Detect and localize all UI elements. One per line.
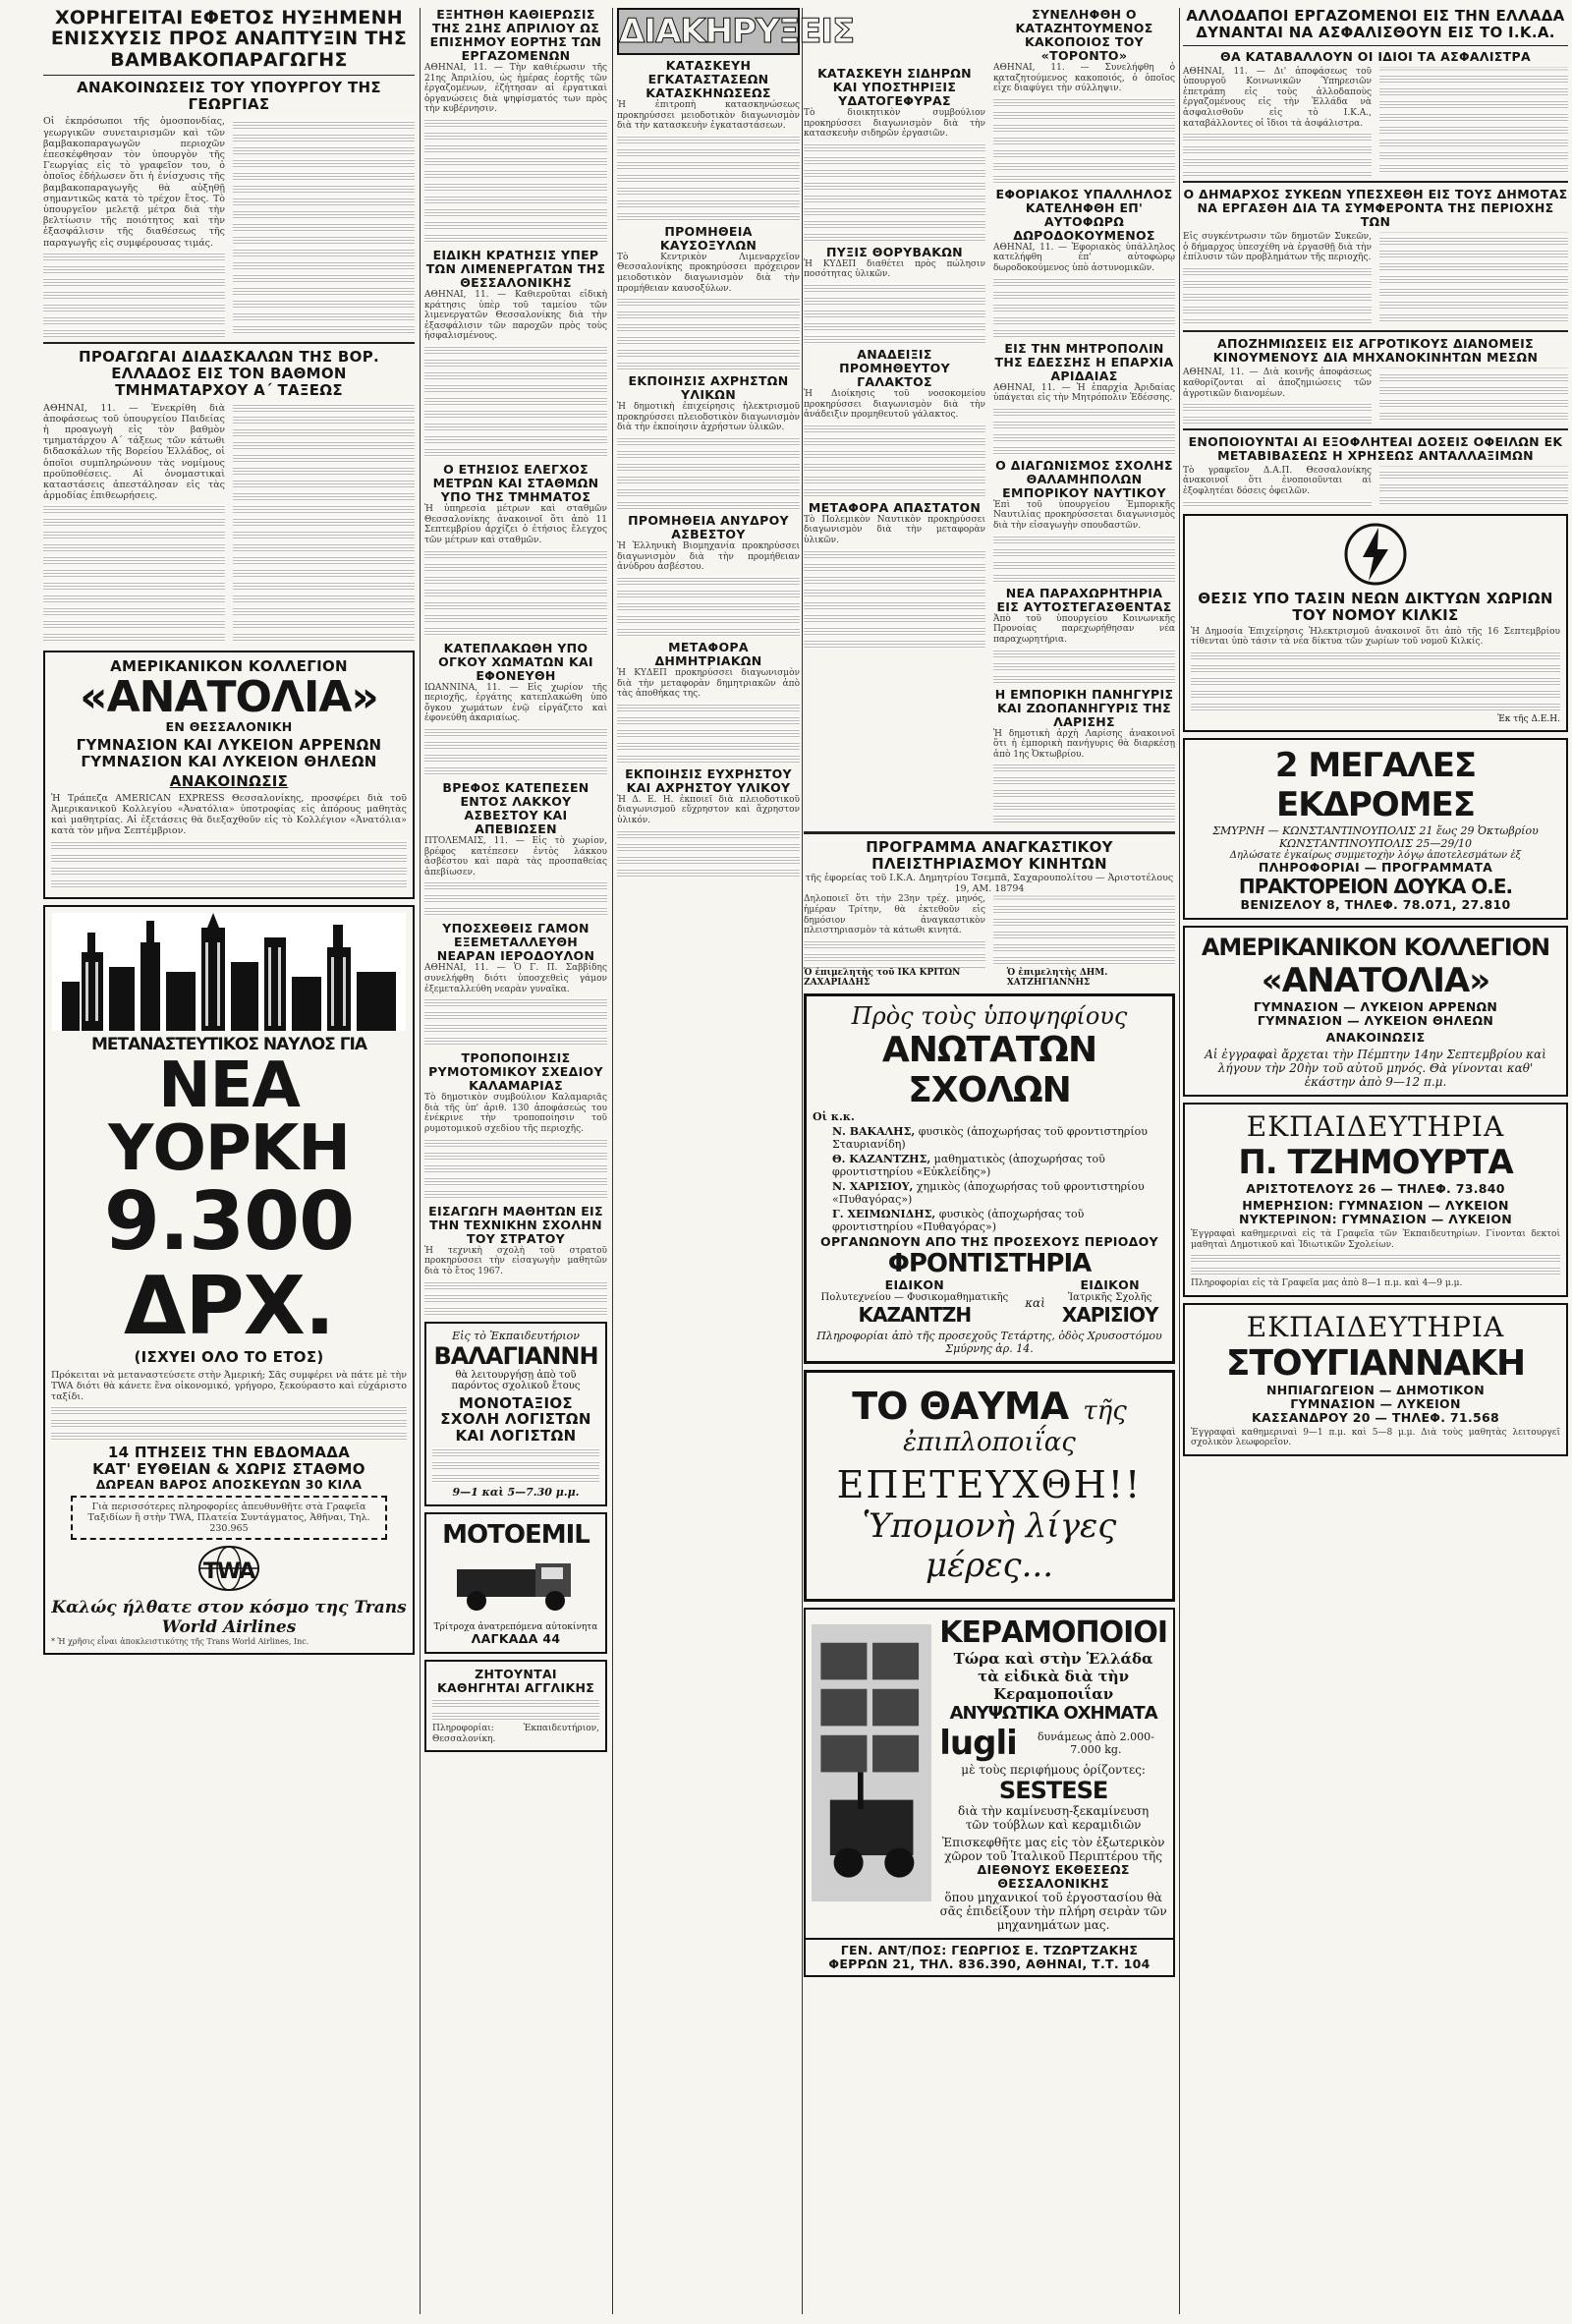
ceramic-machinery-ad (804, 1608, 1175, 1940)
ad-line: ΚΑΤ' ΕΥΘΕΙΑΝ & ΧΩΡΙΣ ΣΤΑΘΜΟ (92, 1460, 365, 1478)
ad-contact: Πληροφορίαι εἰς τὰ Γραφεῖα μας ἀπὸ 8—1 π.μ. καὶ 4—9 μ.μ. (1191, 1278, 1463, 1289)
ad-label: Πολυτεχνείου — Φυσικομαθηματικῆς (820, 1292, 1009, 1304)
brand-name: lugli (939, 1724, 1017, 1764)
ad-body: Ἐγγραφαὶ καθημεριναὶ εἰς τὰ Γραφεῖα τῶν Ἐκπαιδευτηρίων. Γίνονται δεκτοὶ μαθηταὶ Δημοτικοῦ καὶ Ἰδιωτικῶν Σχολείων. (1191, 1229, 1560, 1250)
headline: ΕΙΔΙΚΗ ΚΡΑΤΗΣΙΣ ΥΠΕΡ ΤΩΝ ΛΙΜΕΝΕΡΓΑΤΩΝ ΤΗΣ ΘΕΣΣΑΛΟΝΙΚΗΣ (425, 248, 606, 291)
column-4 (804, 8, 1175, 1977)
ad-line: ΔΙΕΘΝΟΥΣ ΕΚΘΕΣΕΩΣ ΘΕΣΣΑΛΟΝΙΚΗΣ (977, 1862, 1130, 1892)
ad-line: Εἰς τὸ Ἐκπαιδευτήριον (452, 1329, 580, 1342)
column-rule (420, 8, 421, 2314)
ad-conjunction: καὶ (1025, 1295, 1045, 1310)
headline: ΒΡΕΦΟΣ ΚΑΤΕΠΕΣΕΝ ΕΝΤΟΣ ΛΑΚΚΟΥ ΑΣΒΕΣΤΟΥ ΚΑΙ ΑΠΕΒΙΩΣΕΝ (442, 779, 590, 836)
headline: ΠΡΟΑΓΩΓΑΙ ΔΙΔΑΣΚΑΛΩΝ ΤΗΣ ΒΟΡ. ΕΛΛΑΔΟΣ ΕΙΣ ΤΟΝ ΒΑΘΜΟΝ ΤΜΗΜΑΤΑΡΧΟΥ Α΄ ΤΑΞΕΩΣ (78, 348, 380, 399)
ad-line: ΔΩΡΕΑΝ ΒΑΡΟΣ ΑΠΟΣΚΕΥΩΝ 30 ΚΙΛΑ (95, 1476, 363, 1492)
ad-label: ΕΙΔΙΚΟΝ (1080, 1277, 1140, 1293)
ad-slogan: Καλώς ήλθατε στον κόσμο της Trans World Airlines (51, 1598, 407, 1638)
ad-heading: ΕΚΠΑΙΔΕΥΤΗΡΙΑ (1246, 1110, 1505, 1143)
signature: Ὁ ἐπιμελητὴς τοῦ ΙΚΑ ΚΡΙΤΩΝ ΖΑΧΑΡΙΑΔΗΣ (804, 968, 961, 989)
ad-line: ΝΥΚΤΕΡΙΝΟΝ: ΓΥΜΝΑΣΙΟΝ — ΛΥΚΕΙΟΝ (1238, 1212, 1513, 1226)
headline: ΥΠΟΣΧΕΘΕΙΣ ΓΑΜΟΝ ΕΞΕΜΕΤΑΛΛΕΥΘΗ ΝΕΑΡΑΝ ΙΕΡΟΔΟΥΛΟΝ (436, 921, 595, 964)
ad-body: Ἡ Τράπεζα AMERICAN EXPRESS Θεσσαλονίκης, προσφέρει διὰ τοῦ Ἀμερικανικοῦ Κολλεγίου «Ἀνατόλια» ὑποτροφίας εἰς ἀπόρους μαθητὰς καὶ μαθητρίας. Αἱ ἐξετάσεις θὰ διεξαχθοῦν εἰς τὸ Κολλέγιον «Ἀνατόλια» κατὰ τὸν μῆνα Σεπτέμβριον. (51, 792, 407, 837)
headline: ΕΝΟΠΟΙΟΥΝΤΑΙ ΑΙ ΕΞΟΦΛΗΤΕΑΙ ΔΟΣΕΙΣ ΟΦΕΙΛΩΝ ΕΚ ΜΕΤΑΒΙΒΑΣΕΩΣ Η ΧΡΗΣΕΩΣ ΑΝΤΑΛΛΑΞΙΜΩΝ (1188, 433, 1563, 463)
headline: ΕΞΗΤΗΘΗ ΚΑΘΙΕΡΩΣΙΣ ΤΗΣ 21ΗΣ ΑΠΡΙΛΙΟΥ ΩΣ ΕΠΙΣΗΜΟΥ ΕΟΡΤΗΣ ΤΩΝ ΕΡΓΑΖΟΜΕΝΩΝ (429, 7, 602, 63)
ad-line: ΝΗΠΙΑΓΩΓΕΙΟΝ — ΔΗΜΟΤΙΚΟΝ (1265, 1382, 1486, 1397)
ad-line: ΓΥΜΝΑΣΙΟΝ ΚΑΙ ΛΥΚΕΙΟΝ ΘΗΛΕΩΝ (81, 753, 377, 771)
news-subcolumn (993, 8, 1175, 826)
article-text: Ἐπὶ τοῦ ὑπουργείου Ἐμπορικῆς Ναυτιλίας προκηρύσσεται διαγωνισμὸς διὰ τὴν εἰσαγωγὴν σπουδαστῶν. (993, 499, 1175, 532)
anatolia-college-ad (43, 651, 415, 898)
article-text: ΑΘΗΝΑΙ, 11. — Δι' ἀποφάσεως τοῦ ὑπουργοῦ Κοινωνικῶν Ὑπηρεσιῶν ἐπετράπη εἰς τοὺς ἀλλοδαποὺς ἐργαζομένους εἰς τὴν Ἑλλάδα νὰ ἀσφαλισθοῦν εἰς τὸ Ι.Κ.Α., καταβάλλοντες οἱ ἴδιοι τὰ ἀσφάλιστρα. (1183, 66, 1372, 129)
school-name: Π. ΤΖΗΜΟΥΡΤΑ (1238, 1143, 1513, 1182)
article-text: ΑΘΗΝΑΙ, 11. — Ὁ Γ. Π. Σαββίδης συνελήφθη διότι ὑποσχεθεὶς γάμον ἐξεμεταλλεύθη νεαρὰν γυναῖκα. (424, 963, 607, 994)
ad-line: ΗΜΕΡΗΣΙΟΝ: ΓΥΜΝΑΣΙΟΝ — ΛΥΚΕΙΟΝ (1242, 1198, 1509, 1213)
forklift-photo (812, 1615, 931, 1910)
notice-heading: ΠΡΟΜΗΘΕΙΑ ΚΑΥΣΟΞΥΛΩΝ (659, 223, 758, 253)
headline: ΑΛΛΟΔΑΠΟΙ ΕΡΓΑΖΟΜΕΝΟΙ ΕΙΣ ΤΗΝ ΕΛΛΑΔΑ ΔΥΝΑΝΤΑΙ ΝΑ ΑΣΦΑΛΙΣΘΟΥΝ ΕΙΣ ΤΟ Ι.Κ.Α. (1186, 7, 1565, 41)
article-text: ΙΩΑΝΝΙΝΑ, 11. — Εἰς χωρίον τῆς περιοχῆς, ἐργάτης κατεπλακώθη ὑπὸ ὄγκου χωμάτων ἐνῷ εἰργάζετο καὶ ἐφονεύθη ἀκαριαίως. (424, 682, 607, 724)
notice-text: Ἡ Ἑλληνικὴ Βιομηχανία προκηρύσσει διαγωνισμὸν διὰ τὴν προμήθειαν ἀνύδρου ἀσβέστου. (617, 541, 800, 573)
notice-text: Δηλοποιεῖ ὅτι τὴν 23ην τρέχ. μηνός, ἡμέραν Τρίτην, θὰ ἐκτεθοῦν εἰς δημόσιον ἀναγκαστικὸν πλειστηριασμὸν τὰ κάτωθι κινητά. (804, 894, 985, 936)
teacher-name: Θ. ΚΑΖΑΝΤΖΗΣ, (832, 1153, 931, 1166)
school-name: ΣΤΟΥΓΙΑΝΝΑΚΗ (1225, 1342, 1526, 1384)
ad-heading: 2 ΜΕΓΑΛΕΣ ΕΚΔΡΟΜΕΣ (1274, 746, 1477, 824)
teacher-name: Γ. ΧΕΙΜΩΝΙΔΗΣ, (832, 1208, 936, 1221)
destination: ΝΕΑ ΥΟΡΚΗ (108, 1049, 350, 1185)
notice-heading: ΠΡΟΓΡΑΜΜΑ ΑΝΑΓΚΑΣΤΙΚΟΥ ΠΛΕΙΣΤΗΡΙΑΣΜΟΥ ΚΙΝΗΤΩΝ (866, 838, 1113, 874)
tzimourta-school-ad (1183, 1103, 1568, 1297)
fare-validity: (ΙΣΧΥΕΙ ΟΛΟ ΤΟ ΕΤΟΣ) (134, 1347, 324, 1366)
notice-text: Ἡ Δ. Ε. Η. ἐκποιεῖ διὰ πλειοδοτικοῦ διαγωνισμοῦ εὔχρηστον καὶ ἄχρηστον ὑλικόν. (617, 794, 800, 825)
headline: Ο ΔΙΑΓΩΝΙΣΜΟΣ ΣΧΟΛΗΣ ΘΑΛΑΜΗΠΟΛΩΝ ΕΜΠΟΡΙΚΟΥ ΝΑΥΤΙΚΟΥ (995, 457, 1173, 500)
stougianaki-school-ad (1183, 1303, 1568, 1456)
ad-line: τῶν τούβλων καὶ κεραμιδιῶν (965, 1818, 1142, 1833)
ad-contact: Πληροφορίαι ἀπὸ τῆς προσεχοῦς Τετάρτης, ὁδὸς Χρυσοστόμου Σμύρνης ἀρ. 14. (816, 1330, 1162, 1356)
deh-ad (1183, 514, 1568, 732)
ad-body: Ἡ Δημοσία Ἐπιχείρησις Ἠλεκτρισμοῦ ἀνακοινοῖ ὅτι ἀπὸ τῆς 16 Σεπτεμβρίου τίθενται ὑπὸ τάσιν τὰ νέα δίκτυα τῶν χωρίων τοῦ νομοῦ Κιλκίς. (1191, 626, 1560, 648)
article-text: ΑΘΗΝΑΙ, 11. — Ἡ ἐπαρχία Ἀριδαίας ὑπάγεται εἰς τὴν Μητρόπολιν Ἐδέσσης. (993, 382, 1175, 404)
ad-line: δυνάμεως ἀπὸ 2.000-7.000 kg. (1037, 1730, 1154, 1757)
ad-line: ΑΝΥΨΩΤΙΚΑ ΟΧΗΜΑΤΑ (949, 1703, 1157, 1725)
school-name: ΚΑΖΑΝΤΖΗ (858, 1303, 972, 1328)
ad-line: τὰ εἰδικὰ διὰ τὴν Κεραμοποιΐαν (978, 1668, 1130, 1704)
headline: ΑΠΟΖΗΜΙΩΣΕΙΣ ΕΙΣ ΑΓΡΟΤΙΚΟΥΣ ΔΙΑΝΟΜΕΙΣ ΚΙΝΟΥΜΕΝΟΥΣ ΔΙΑ ΜΗΧΑΝΟΚΙΝΗΤΩΝ ΜΕΣΩΝ (1212, 336, 1539, 366)
notice-heading: ΠΥΞΙΣ ΘΟΡΥΒΑΚΩΝ (826, 244, 963, 259)
ad-contact: ΦΕΡΡΩΝ 21, ΤΗΛ. 836.390, ΑΘΗΝΑΙ, Τ.Τ. 104 (828, 1956, 1151, 1972)
ad-heading: ΑΝΩΤΑΤΩΝ ΣΧΟΛΩΝ (881, 1030, 1097, 1111)
column-rule (612, 8, 613, 2314)
fare-price: 9.300 ΔΡΧ. (103, 1174, 355, 1353)
article-text: Οἱ ἐκπρόσωποι τῆς ὁμοσπονδίας, γεωργικῶν συνεταιρισμῶν καὶ τῶν βαμβακοπαραγωγῶν περιοχῶν ἐπεσκέφθησαν τὸν ὑπουργὸν τῆς Γεωργίας εἰς τὸ γραφεῖον του, ὁ ὁποῖος ἐδήλωσεν ὅτι ἡ ἐνίσχυσις τῆς βαμβακοπαραγωγῆς θὰ αὐξηθῇ σημαντικῶς κατὰ τὸ τρέχον ἔτος. Τὸ ὑπουργεῖον μελετᾷ μέτρα διὰ τὴν βελτίωσιν τῆς ποιότητος καὶ τὴν ἐξασφάλισιν τῆς διαθέσεως τῆς παραγωγῆς εἰς συμφέρουσας τιμάς. (43, 116, 225, 249)
notice-heading: ΠΡΟΜΗΘΕΙΑ ΑΝΥΔΡΟΥ ΑΣΒΕΣΤΟΥ (628, 513, 789, 542)
article-text: Ἡ ὑπηρεσία μέτρων καὶ σταθμῶν Θεσσαλονίκης ἀνακοινοῖ ὅτι ἀπὸ 11 Σεπτεμβρίου ἀρχίζει ὁ ἐτήσιος ἔλεγχος τῶν μέτρων καὶ σταθμῶν. (424, 504, 607, 545)
teacher-desc: μαθηματικὸς (ἀποχωρήσας τοῦ φροντιστηρίου «Εὐκλείδης») (832, 1153, 1105, 1179)
anatolia-college-ad-2 (1183, 926, 1568, 1097)
notice-heading: ΜΕΤΑΦΟΡΑ ΔΗΜΗΤΡΙΑΚΩΝ (654, 639, 762, 668)
article-text: Ἀπὸ τοῦ ὑπουργείου Κοινωνικῆς Προνοίας παρεχωρήθησαν νέα παραχωρητήρια. (993, 613, 1175, 645)
teacher-name: Ν. ΒΑΚΑΛΗΣ, (832, 1125, 916, 1139)
article-text: ΑΘΗΝΑΙ, 11. — Διὰ κοινῆς ἀποφάσεως καθορίζονται αἱ ἀποζημιώσεις τῶν ἀγροτικῶν διανομέων. (1183, 368, 1372, 399)
ad-line: διὰ τὴν καμίνευση-ξεκαμίνευση (957, 1804, 1150, 1819)
ad-city: ΕΝ ΘΕΣΣΑΛΟΝΙΚΗ (165, 719, 293, 735)
ad-heading: ΑΜΕΡΙΚΑΝΙΚΟΝ ΚΟΛΛΕΓΙΟΝ (110, 657, 348, 676)
ad-heading: ΚΕΡΑΜΟΠΟΙΟΙ (939, 1615, 1167, 1651)
ad-line: θὰ λειτουργήσῃ ἀπὸ τοῦ παρόντος σχολικοῦ ἔτους (451, 1369, 581, 1391)
deh-logo-icon (1343, 522, 1408, 587)
twa-ad (43, 905, 415, 1655)
article-text: ΑΘΗΝΑΙ, 11. — Ἐφοριακὸς ὑπάλληλος κατελήφθη ἐπ' αὐτοφώρῳ δωροδοκούμενος ὑπὸ ἀστυνομικῶν. (993, 242, 1175, 274)
ad-line: ΟΡΓΑΝΩΝΟΥΝ ΑΠΟ ΤΗΣ ΠΡΟΣΕΧΟΥΣ ΠΕΡΙΟΔΟΥ (820, 1234, 1158, 1250)
headline: ΝΕΑ ΠΑΡΑΧΩΡΗΤΗΡΙΑ ΕΙΣ ΑΥΤΟΣΤΕΓΑΣΘΕΝΤΑΣ (996, 585, 1172, 614)
ad-line: Πρὸς τοὺς ὑποψηφίους (851, 1002, 1128, 1031)
truck-icon (437, 1550, 594, 1618)
notice-heading: ΕΚΠΟΙΗΣΙΣ ΑΧΡΗΣΤΩΝ ΥΛΙΚΩΝ (628, 373, 789, 403)
signature: Ἐκ τῆς Δ.Ε.Η. (1497, 714, 1560, 724)
column-1 (43, 8, 415, 1655)
article-text: ΑΘΗΝΑΙ, 11. — Ἐνεκρίθη διὰ ἀποφάσεως τοῦ ὑπουργείου Παιδείας ἡ προαγωγὴ εἰς τὸν βαθμὸν τμηματάρχου Α΄ τάξεως τῶν κάτωθι διδασκάλων τῆς Βορείου Ἑλλάδος, οἱ ὁποῖοι συμπληρώνουν τὰς νομίμους προϋποθέσεις. Αἱ ὀνομαστικαὶ καταστάσεις ἀπεστάλησαν εἰς τὰς ἁρμοδίας ἐπιθεωρήσεις. (43, 402, 225, 502)
notice-heading: ΜΕΤΑΦΟΡΑ ΑΠΑΣΤΑΤΟΝ (808, 499, 982, 515)
ad-body: Πρόκειται νὰ μεταναστεύσετε στὴν Ἀμερική; Σᾶς συμφέρει νὰ πάτε μὲ τὴν TWA διότι θὰ κάνετε ἕνα οἰκονομικό, γρήγορο, ξεκούραστο καὶ εὐχάριστο ταξίδι. (51, 1369, 407, 1402)
college-name: «ΑΝΑΤΟΛΙΑ» (80, 672, 378, 723)
ad-body: Αἱ ἐγγραφαὶ ἄρχεται τὴν Πέμπτην 14ην Σεπτεμβρίου καὶ λήγουν τὴν 20ὴν τοῦ αὐτοῦ μηνός. Θὰ γίνονται καθ' ἑκάστην ἀπὸ 9—12 π.μ. (1205, 1048, 1546, 1089)
ad-address: ΛΑΓΚΑΔΑ 44 (471, 1630, 561, 1646)
article-text: ΑΘΗΝΑΙ, 11. — Τὴν καθιέρωσιν τῆς 21ης Ἀπριλίου, ὡς ἡμέρας ἑορτῆς τῶν ἐργαζομένων, ἐζήτησαν αἱ ἐργατικαὶ ὀργανώσεις διὰ ψηφίσματός των πρὸς τὴν κυβέρνησιν. (424, 63, 607, 115)
ad-line: Τώρα καὶ στὴν Ἑλλάδα (953, 1650, 1153, 1669)
article-text: Τὸ δημοτικὸν συμβούλιον Καλαμαριᾶς διὰ τῆς ὑπ' ἀριθ. 130 ἀποφάσεώς του ἐνέκρινε τὴν τροποποίησιν τοῦ ρυμοτομικοῦ σχεδίου τῆς περιοχῆς. (424, 1093, 607, 1135)
ad-line: Ἐπισκεφθῆτε μας εἰς τὸν ἐξωτερικὸν χῶρον τοῦ Ἰταλικοῦ Περιπτέρου τῆς (941, 1836, 1165, 1864)
article-text: Εἰς συγκέντρωσιν τῶν δημοτῶν Συκεῶν, ὁ δήμαρχος ὑπεσχέθη νὰ ἐργασθῇ διὰ τὴν ἐπίλυσιν τῶν προβλημάτων τῆς περιοχῆς. (1183, 231, 1372, 263)
ad-label: Ἰατρικῆς Σχολῆς (1067, 1292, 1152, 1304)
ad-heading: ΕΠΕΤΕΥΧΘΗ!! (836, 1463, 1143, 1507)
notice-heading: ΚΑΤΑΣΚΕΥΗ ΣΙΔΗΡΩΝ ΚΑΙ ΥΠΟΣΤΗΡΙΞΙΣ ΥΔΑΤΟΓΕΦΥΡΑΣ (817, 66, 972, 108)
teacher-desc: φυσικὸς (ἀποχωρήσας τοῦ φροντιστηρίου Σταυριανίδη) (832, 1125, 1148, 1152)
ad-body: Πληροφορίαι: Ἐκπαιδευτήριον, Θεσσαλονίκη. (432, 1723, 599, 1744)
column-rule (1179, 8, 1180, 2314)
university-prep-ad (804, 993, 1175, 1364)
notice-text: Τὸ Κεντρικὸν Λιμεναρχεῖον Θεσσαλονίκης προκηρύσσει πρόχειρον μειοδοτικὸν διαγωνισμὸν διὰ τὴν προμήθειαν καυσοξύλων. (617, 252, 800, 294)
headline: ΚΑΤΕΠΛΑΚΩΘΗ ΥΠΟ ΟΓΚΟΥ ΧΩΜΑΤΩΝ ΚΑΙ ΕΦΟΝΕΥΘΗ (438, 640, 593, 683)
notice-subtitle: τῆς ἐφορείας τοῦ Ι.Κ.Α. Δημητρίου Τσεμπᾶ, Σαχαρουπολίτου — Ἀριστοτέλους 19, ΑΜ. 18794 (805, 872, 1174, 895)
notice-heading: ΚΑΤΑΣΚΕΥΗ ΕΓΚΑΤΑΣΤΑΣΕΩΝ ΚΑΤΑΣΚΗΝΩΣΕΩΣ (646, 58, 771, 100)
ad-line: Οἱ κ.κ. (813, 1110, 855, 1124)
ad-heading: ΖΗΤΟΥΝΤΑΙ ΚΑΘΗΓΗΤΑΙ ΑΓΓΛΙΚΗΣ (436, 1666, 595, 1695)
excursions-ad (1183, 738, 1568, 920)
article-text: ΑΘΗΝΑΙ, 11. — Συνελήφθη ὁ καταζητούμενος κακοποιός, ὁ ὁποῖος εἶχε διαφύγει τὴν σύλληψιν. (993, 63, 1175, 94)
school-name: ΧΑΡΙΣΙΟΥ (1061, 1303, 1158, 1328)
furniture-ad (804, 1370, 1175, 1602)
ad-heading: ΕΚΠΑΙΔΕΥΤΗΡΙΑ (1246, 1310, 1505, 1343)
ad-body: Ἐγγραφαὶ καθημεριναὶ 9—1 π.μ. καὶ 5—8 μ.μ. Διὰ τοὺς μαθητὰς λειτουργεῖ σχολικὸν λεωφορεῖον. (1191, 1427, 1560, 1448)
ad-contact: Γιὰ περισσότερες πληροφορίες ἀπευθυνθῆτε στὰ Γραφεῖα Ταξιδίων ἢ στὴν TWA, Πλατεία Συντάγματος, Ἀθῆναι, Τηλ. 230.965 (87, 1501, 370, 1535)
notice-heading: ΑΝΑΔΕΙΞΙΣ ΠΡΟΜΗΘΕΥΤΟΥ ΓΑΛΑΚΤΟΣ (839, 347, 950, 390)
ad-address: ΑΡΙΣΤΟΤΕΛΟΥΣ 26 — ΤΗΛΕΦ. 73.840 (1246, 1181, 1505, 1196)
ad-tagline: ΜΕΤΑΝΑΣΤΕΥΤΙΚΟΣ ΝΑΥΛΟΣ ΓΙΑ (90, 1034, 367, 1054)
brand-name: MOTOEMIL (442, 1519, 590, 1550)
ad-heading: ΤΟ ΘΑΥΜΑ (852, 1385, 1069, 1429)
teacher-desc: φυσικὸς (ἀποχωρήσας τοῦ φροντιστηρίου «Πυθαγόρας») (832, 1208, 1085, 1234)
ad-line: ὅπου μηχανικοί τοῦ ἐργοστασίου θὰ σᾶς ἐπιδείξουν τὴν πλήρη σειρὰν τῶν μηχανημάτων μας. (939, 1891, 1167, 1933)
ad-heading: ΑΝΑΚΟΙΝΩΣΙΣ (169, 772, 289, 790)
notice-text: Τὸ διοικητικὸν συμβούλιον προκηρύσσει διαγωνισμὸν διὰ τὴν κατασκευὴν σιδηρῶν ἐργασιῶν. (804, 108, 985, 140)
ad-contact: ΓΕΝ. ΑΝΤ/ΠΟΣ: ΓΕΩΡΓΙΟΣ Ε. ΤΖΩΡΤΖΑΚΗΣ (840, 1943, 1139, 1958)
ad-footnote: * Ἡ χρῆσις εἶναι ἀποκλειστικότης τῆς Trans World Airlines, Inc. (51, 1637, 309, 1647)
announcements-banner (617, 8, 855, 55)
subheadline: ΘΑ ΚΑΤΑΒΑΛΛΟΥΝ ΟΙ ΙΔΙΟΙ ΤΑ ΑΣΦΑΛΙΣΤΡΑ (1220, 48, 1531, 64)
ad-address: ΒΕΝΙΖΕΛΟΥ 8, ΤΗΛΕΦ. 78.071, 27.810 (1240, 897, 1511, 912)
ad-hours: 9—1 καὶ 5—7.30 μ.μ. (452, 1485, 580, 1499)
column-rule (802, 8, 803, 2314)
ad-line: ΓΥΜΝΑΣΙΟΝ — ΛΥΚΕΙΟΝ ΑΡΡΕΝΩΝ (1253, 999, 1498, 1014)
headline: ΣΥΝΕΛΗΦΘΗ Ο ΚΑΤΑΖΗΤΟΥΜΕΝΟΣ ΚΑΚΟΠΟΙΟΣ ΤΟΥ «ΤΟΡΟΝΤΟ» (1015, 7, 1153, 63)
teachers-ad (424, 1660, 607, 1752)
article-text: ΑΘΗΝΑΙ, 11. — Καθιεροῦται εἰδικὴ κράτησις ὑπὲρ τοῦ ταμείου τῶν λιμενεργατῶν Θεσσαλονίκης διὰ τὴν ἐξασφάλισιν τῶν παροχῶν πρὸς τοὺς ἠσφαλισμένους. (424, 290, 607, 342)
ad-heading: τῆς ἐπιπλοποιΐας (903, 1396, 1127, 1458)
ad-heading: ΑΝΑΚΟΙΝΩΣΙΣ (1325, 1030, 1426, 1045)
article-text: Ἡ τεχνικὴ σχολὴ τοῦ στρατοῦ προκηρύσσει τὴν εἰσαγωγὴν μαθητῶν διὰ τὸ ἔτος 1967. (424, 1245, 607, 1276)
signature: Ὁ ἐπιμελητὴς ΔΗΜ. ΧΑΤΖΗΓΙΑΝΝΗΣ (1006, 968, 1108, 989)
headline: Η ΕΜΠΟΡΙΚΗ ΠΑΝΗΓΥΡΙΣ ΚΑΙ ΖΩΟΠΑΝΗΓΥΡΙΣ ΤΗΣ ΛΑΡΙΣΗΣ (994, 686, 1174, 729)
notice-text: Ἡ δημοτικὴ ἐπιχείρησις ἠλεκτρισμοῦ προκηρύσσει πλειοδοτικὸν διαγωνισμὸν διὰ τὴν ἐκποίησιν ἀχρήστων ὑλικῶν. (617, 402, 800, 433)
teacher-name: Ν. ΧΑΡΙΣΙΟΥ, (832, 1180, 914, 1194)
ad-line: ΓΥΜΝΑΣΙΟΝ — ΛΥΚΕΙΟΝ (1290, 1395, 1461, 1411)
ad-heading: ΜΟΝΟΤΑΞΙΟΣ ΣΧΟΛΗ ΛΟΓΙΣΤΩΝ ΚΑΙ ΛΟΓΙΣΤΩΝ (440, 1393, 591, 1445)
headline: Ο ΔΗΜΑΡΧΟΣ ΣΥΚΕΩΝ ΥΠΕΣΧΕΘΗ ΕΙΣ ΤΟΥΣ ΔΗΜΟΤΑΣ ΝΑ ΕΡΓΑΣΘΗ ΔΙΑ ΤΑ ΣΥΜΦΕΡΟΝΤΑ ΤΗΣ ΠΕΡΙΟΧΗΣ ΤΩΝ (1183, 186, 1568, 229)
column-3 (617, 8, 855, 880)
notice-text: Ἡ ΚΥΔΕΠ διαθέτει πρὸς πώλησιν ποσότητας ὑλικῶν. (804, 258, 985, 280)
notices-subcolumn (804, 8, 985, 826)
college-name: «ΑΝΑΤΟΛΙΑ» (1261, 961, 1490, 1000)
twa-logo: TWA (202, 1559, 255, 1585)
article-text: ΠΤΟΛΕΜΑΙΣ, 11. — Εἰς τὸ χωρίον, βρέφος κατέπεσεν ἐντὸς λάκκου ἀσβέστου καὶ παρὰ τὰς προσπαθείας ἀπεβίωσεν. (424, 835, 607, 878)
ad-line: ΓΥΜΝΑΣΙΟΝ ΚΑΙ ΛΥΚΕΙΟΝ ΑΡΡΕΝΩΝ (76, 736, 382, 755)
valagianni-ad (424, 1322, 607, 1506)
column-2 (424, 8, 607, 1752)
headline: ΧΟΡΗΓΕΙΤΑΙ ΕΦΕΤΟΣ ΗΥΞΗΜΕΝΗ ΕΝΙΣΧΥΣΙΣ ΠΡΟΣ ΑΝΑΠΤΥΞΙΝ ΤΗΣ ΒΑΜΒΑΚΟΠΑΡΑΓΩΓΗΣ (50, 7, 408, 71)
ad-line: ΣΜΥΡΝΗ — ΚΩΝΣΤΑΝΤΙΝΟΥΠΟΛΙΣ 21 ἕως 29 Ὀκτωβρίου (1212, 824, 1539, 837)
ad-label: ΕΙΔΙΚΟΝ (884, 1277, 945, 1293)
headline: ΕΦΟΡΙΑΚΟΣ ΥΠΑΛΛΗΛΟΣ ΚΑΤΕΛΗΦΘΗ ΕΠ' ΑΥΤΟΦΩΡΩ ΔΩΡΟΔΟΚΟΥΜΕΝΟΣ (995, 186, 1173, 243)
ad-line: ΚΩΝΣΤΑΝΤΙΝΟΥΠΟΛΙΣ 25—29/10 (1278, 837, 1473, 850)
ad-line: ΓΥΜΝΑΣΙΟΝ — ΛΥΚΕΙΟΝ ΘΗΛΕΩΝ (1257, 1013, 1494, 1028)
ad-heading: ΦΡΟΝΤΙΣΤΗΡΙΑ (887, 1249, 1092, 1279)
article-text: Τὸ γραφεῖον Δ.Α.Π. Θεσσαλονίκης ἀνακοινοῖ ὅτι ἑνοποιοῦνται αἱ ἐξοφλητέαι δόσεις ὀφειλῶν. (1183, 465, 1372, 496)
auction-notice (804, 839, 1175, 988)
ad-line: Δηλώσατε ἐγκαίρως συμμετοχὴν λόγῳ ἀποτελεσμάτων ἐξ (1229, 850, 1522, 861)
headline: Ο ΕΤΗΣΙΟΣ ΕΛΕΓΧΟΣ ΜΕΤΡΩΝ ΚΑΙ ΣΤΑΘΜΩΝ ΥΠΟ ΤΗΣ ΤΜΗΜΑΤΟΣ (432, 462, 599, 505)
headline: ΕΙΣΑΓΩΓΗ ΜΑΘΗΤΩΝ ΕΙΣ ΤΗΝ ΤΕΧΝΙΚΗΝ ΣΧΟΛΗΝ ΤΟΥ ΣΤΡΑΤΟΥ (428, 1203, 603, 1246)
notice-text: Ἡ Διοίκησις τοῦ νοσοκομείου προκηρύσσει διαγωνισμὸν διὰ τὴν ἀνάδειξιν προμηθευτοῦ γάλακτος. (804, 389, 985, 421)
agency-name: ΠΡΑΚΤΟΡΕΙΟΝ ΔΟΥΚΑ Ο.Ε. (1238, 875, 1513, 898)
ad-line: ΠΛΗΡΟΦΟΡΙΑΙ — ΠΡΟΓΡΑΜΜΑΤΑ (1258, 860, 1493, 875)
notice-heading: ΕΚΠΟΙΗΣΙΣ ΕΥΧΡΗΣΤΟΥ ΚΑΙ ΑΧΡΗΣΤΟΥ ΥΛΙΚΟΥ (625, 765, 792, 795)
subheadline: ΑΝΑΚΟΙΝΩΣΕΙΣ ΤΟΥ ΥΠΟΥΡΓΟΥ ΤΗΣ ΓΕΩΡΓΙΑΣ (77, 78, 381, 113)
ad-address: ΚΑΣΣΑΝΔΡΟΥ 20 — ΤΗΛΕΦ. 71.568 (1252, 1409, 1499, 1425)
article-text: Ἡ δημοτικὴ ἀρχὴ Λαρίσης ἀνακοινοῖ ὅτι ἡ ἐμπορικὴ πανήγυρις θὰ διαρκέσῃ ἀπὸ 1ης Ὀκτωβρίου. (993, 728, 1175, 760)
ad-line: μὲ τοὺς περιφήμους ὁρίζοντες: (961, 1763, 1146, 1778)
column-5 (1183, 8, 1568, 1456)
notice-text: Ἡ ἐπιτροπὴ κατασκηνώσεως προκηρύσσει μειοδοτικὸν διαγωνισμὸν διὰ τὴν κατασκευὴν ἐγκαταστάσεων. (617, 100, 800, 132)
ad-heading: ΑΜΕΡΙΚΑΝΙΚΟΝ ΚΟΛΛΕΓΙΟΝ (1201, 934, 1550, 961)
notice-text: Τὸ Πολεμικὸν Ναυτικὸν προκηρύσσει διαγωνισμὸν διὰ τὴν μεταφορὰν ὑλικῶν. (804, 514, 985, 546)
brand-name: SESTESE (998, 1777, 1108, 1805)
skyline-illustration (52, 913, 406, 1031)
motoemil-ad (424, 1512, 607, 1654)
notice-text: Ἡ ΚΥΔΕΠ προκηρύσσει διαγωνισμὸν διὰ τὴν μεταφορὰν δημητριακῶν ἀπὸ τὰς ἀποθήκας της. (617, 667, 800, 700)
ad-heading: ΘΕΣΙΣ ΥΠΟ ΤΑΣΙΝ ΝΕΩΝ ΔΙΚΤΥΩΝ ΧΩΡΙΩΝ ΤΟΥ ΝΟΜΟΥ ΚΙΛΚΙΣ (1198, 590, 1553, 624)
school-name: ΒΑΛΑΓΙΑΝΝΗ (433, 1341, 598, 1370)
banner-title: ΔΙΑΚΗΡΥΞΕΙΣ (619, 12, 855, 51)
ad-heading: Ὑπομονὴ λίγες μέρες... (862, 1506, 1117, 1586)
headline: ΕΙΣ ΤΗΝ ΜΗΤΡΟΠΟΛΙΝ ΤΗΣ ΕΔΕΣΣΗΣ Η ΕΠΑΡΧΙΑ ΑΡΙΔΑΙΑΣ (994, 340, 1174, 383)
headline: ΤΡΟΠΟΠΟΙΗΣΙΣ ΡΥΜΟΤΟΜΙΚΟΥ ΣΧΕΔΙΟΥ ΚΑΛΑΜΑΡΙΑΣ (428, 1050, 603, 1094)
ad-line: Τρίτροχα ἀνατρεπόμενα αὐτοκίνητα (433, 1621, 598, 1632)
ad-line: 14 ΠΤΗΣΕΙΣ ΤΗΝ ΕΒΔΟΜΑΔΑ (107, 1444, 351, 1462)
teacher-desc: χημικὸς (ἀποχωρήσας τοῦ φροντιστηρίου «Πυθαγόρας») (832, 1180, 1145, 1207)
